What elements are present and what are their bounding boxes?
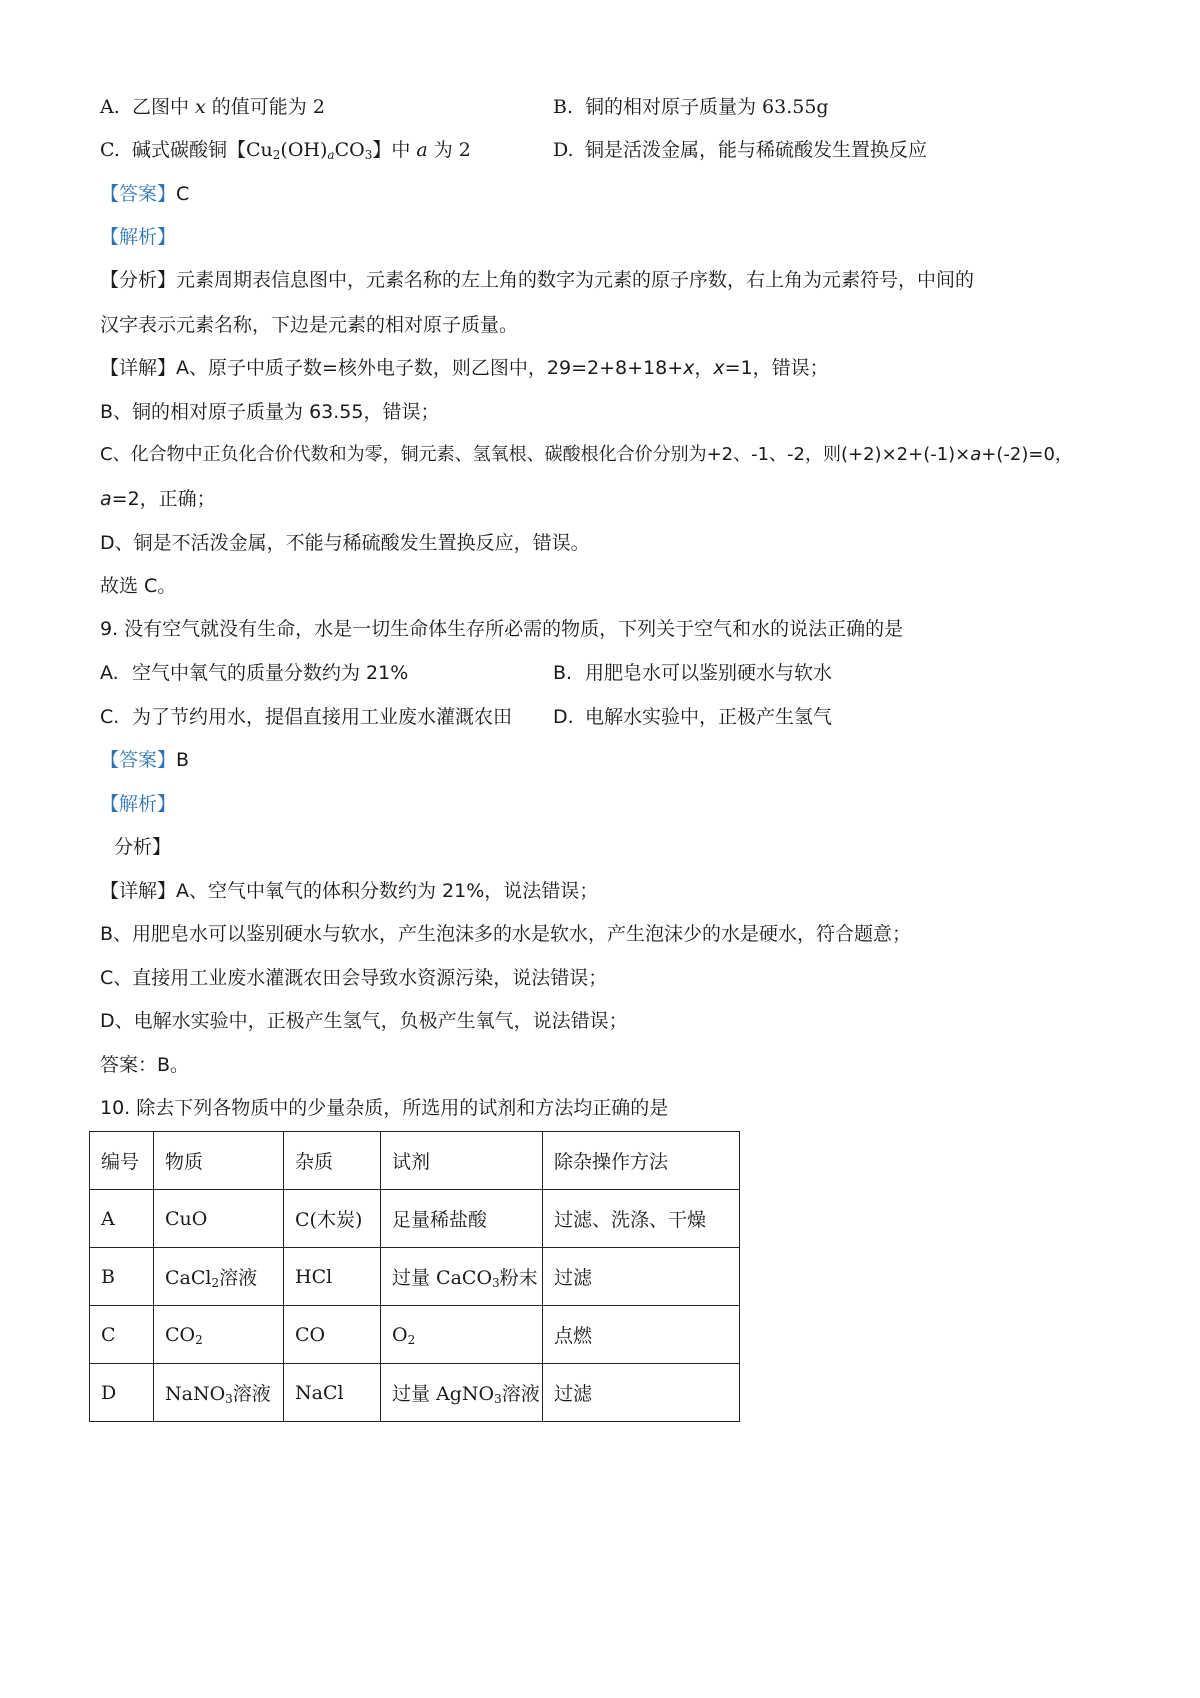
q8-detail-c-line2: a=2，正确； xyxy=(100,488,216,510)
row-id: B xyxy=(90,1248,154,1306)
table-row xyxy=(90,1364,740,1422)
table-row xyxy=(90,1190,740,1248)
q9-conclusion: 答案：B。 xyxy=(100,1054,190,1076)
q8-analysis-tag: 【解析】 xyxy=(100,226,177,248)
q9-option-c: C. 为了节约用水，提倡直接用工业废水灌溉农田 xyxy=(100,706,513,728)
option-letter: D. xyxy=(553,139,574,161)
row-reagent: 足量稀盐酸 xyxy=(381,1190,543,1248)
row-method: 过滤 xyxy=(543,1364,740,1422)
q8-fenxi-line1: 【分析】元素周期表信息图中，元素名称的左上角的数字为元素的原子序数，右上角为元素符号，中间的 xyxy=(100,269,975,291)
row-impurity: CO xyxy=(284,1306,381,1364)
answer-value: B xyxy=(176,749,190,771)
q8-option-b: B. 铜的相对原子质量为 63.55g xyxy=(553,96,829,118)
answer-tag: 【答案】 xyxy=(100,749,177,771)
q8-detail-d: D、铜是不活泼金属，不能与稀硫酸发生置换反应，错误。 xyxy=(100,532,590,554)
table-row xyxy=(90,1306,740,1364)
table-row xyxy=(90,1248,740,1306)
row-substance: CuO xyxy=(154,1190,284,1248)
row-id: C xyxy=(90,1306,154,1364)
detail-label: 【详解】 xyxy=(100,880,177,902)
q8-detail-b: B、铜的相对原子质量为 63.55，错误； xyxy=(100,401,440,423)
row-substance: CaCl$_2$溶液 xyxy=(154,1248,284,1306)
row-impurity: C(木炭) xyxy=(284,1190,381,1248)
option-letter: C. xyxy=(100,706,120,728)
row-id: A xyxy=(90,1190,154,1248)
q9-answer xyxy=(100,748,189,772)
q8-detail-c-line1: C、化合物中正负化合价代数和为零，铜元素、氢氧根、碳酸根化合价分别为+2、-1、-2，则(+2)×2+(-1)×a+(-2)=0， xyxy=(100,444,1073,465)
q8-option-c: C. 碱式碳酸铜【$Cu_2(OH)_aCO_3$】中 a 为 2 xyxy=(100,139,471,162)
header-cell: 编号 xyxy=(90,1132,154,1190)
q8-answer xyxy=(100,182,189,206)
row-impurity: HCl xyxy=(284,1248,381,1306)
q9-detail-b: B、用肥皂水可以鉴别硬水与软水，产生泡沫多的水是软水，产生泡沫少的水是硬水，符合题意； xyxy=(100,923,912,945)
q8-option-d: D. 铜是活泼金属，能与稀硫酸发生置换反应 xyxy=(553,139,928,161)
row-substance: NaNO$_3$溶液 xyxy=(154,1364,284,1422)
option-letter: B. xyxy=(553,662,573,684)
q9-analysis-tag: 【解析】 xyxy=(100,793,177,815)
q8-conclusion: 故选 C。 xyxy=(100,575,177,597)
q9-detail-a: 【详解】A、空气中氧气的体积分数约为 21%，说法错误； xyxy=(100,880,599,902)
q8-fenxi-line2: 汉字表示元素名称，下边是元素的相对原子质量。 xyxy=(100,314,519,336)
option-letter: A. xyxy=(100,96,120,118)
q9-detail-c: C、直接用工业废水灌溉农田会导致水资源污染，说法错误； xyxy=(100,967,608,989)
option-letter: D. xyxy=(553,706,574,728)
q10-stem: 10. 除去下列各物质中的少量杂质，所选用的试剂和方法均正确的是 xyxy=(100,1097,669,1119)
option-letter: C. xyxy=(100,139,120,161)
detail-label: 【详解】 xyxy=(100,357,177,379)
q9-option-b: B. 用肥皂水可以鉴别硬水与软水 xyxy=(553,662,833,684)
q9-detail-d: D、电解水实验中，正极产生氢气，负极产生氧气，说法错误； xyxy=(100,1010,628,1032)
answer-tag: 【答案】 xyxy=(100,183,177,205)
q9-option-a: A. 空气中氧气的质量分数约为 21% xyxy=(100,662,409,684)
row-method: 点燃 xyxy=(543,1306,740,1364)
row-reagent: 过量 CaCO$_3$粉末 xyxy=(381,1248,543,1306)
row-method: 过滤、洗涤、干燥 xyxy=(543,1190,740,1248)
header-cell: 杂质 xyxy=(284,1132,381,1190)
q9-stem: 9. 没有空气就没有生命，水是一切生命体生存所必需的物质，下列关于空气和水的说法正确的是 xyxy=(100,618,904,640)
header-cell: 除杂操作方法 xyxy=(543,1132,740,1190)
option-letter: A. xyxy=(100,662,119,684)
table-header-row xyxy=(90,1132,740,1190)
header-cell: 试剂 xyxy=(381,1132,543,1190)
option-letter: B. xyxy=(553,96,574,118)
row-substance: $CO_2$ xyxy=(154,1306,284,1364)
q8-option-a: A. 乙图中 x 的值可能为 2 xyxy=(100,96,325,118)
header-cell: 物质 xyxy=(154,1132,284,1190)
row-id: D xyxy=(90,1364,154,1422)
row-method: 过滤 xyxy=(543,1248,740,1306)
q10-table xyxy=(89,1131,740,1422)
q8-detail-a: 【详解】A、原子中质子数=核外电子数，则乙图中，29=2+8+18+x，x=1，错误； xyxy=(100,357,829,379)
row-reagent: 过量 AgNO$_3$溶液 xyxy=(381,1364,543,1422)
answer-value: C xyxy=(176,183,190,205)
row-impurity: NaCl xyxy=(284,1364,381,1422)
fenxi-label: 【分析】 xyxy=(100,269,177,291)
q9-fenxi: 分析】 xyxy=(114,836,172,858)
row-reagent: $O_2$ xyxy=(381,1306,543,1364)
q9-option-d: D. 电解水实验中，正极产生氢气 xyxy=(553,706,833,728)
